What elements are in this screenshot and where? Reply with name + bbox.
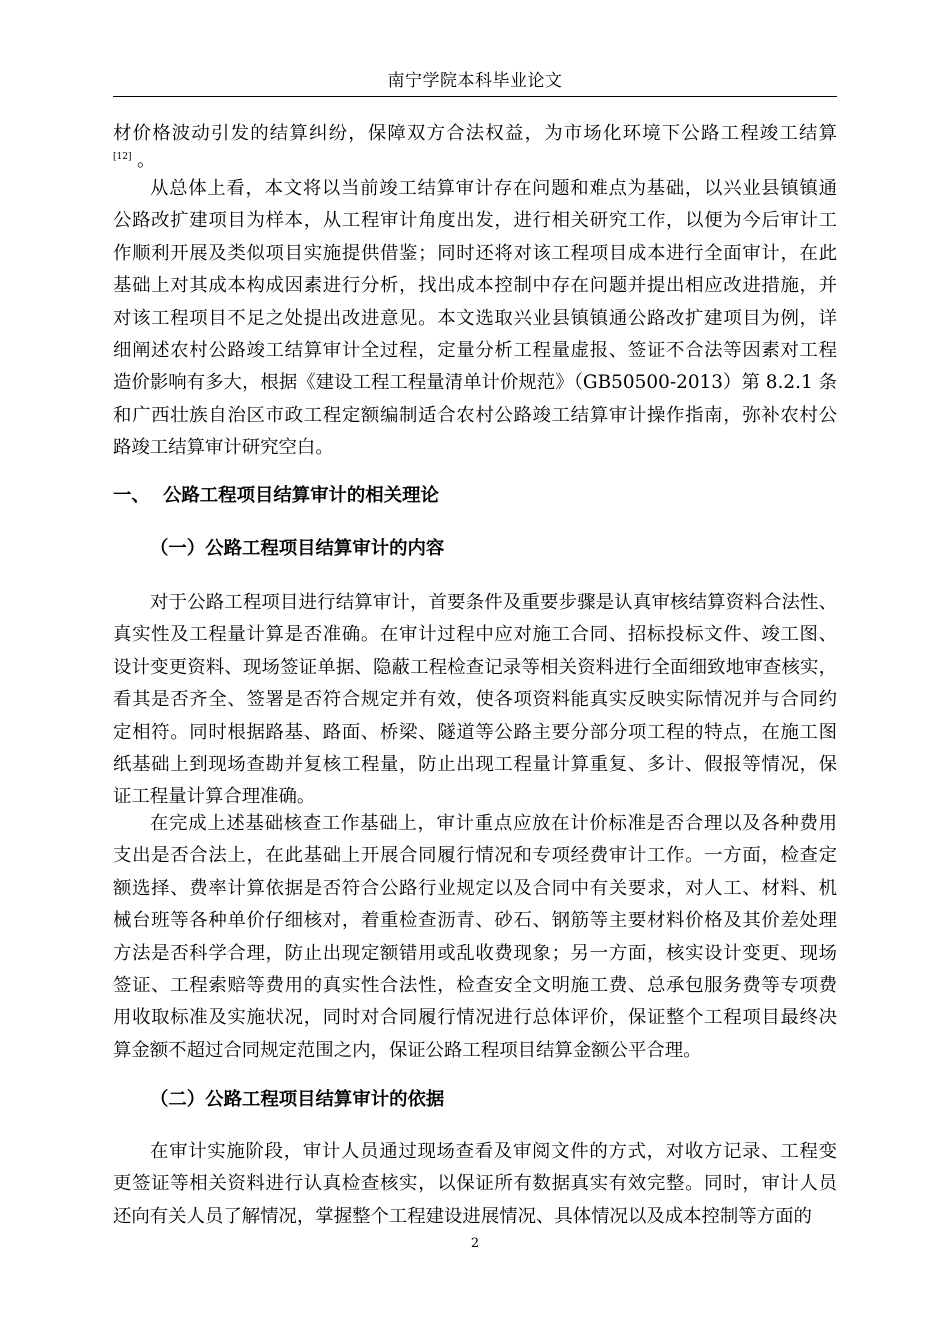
- text-line: 在审计实施阶段，审计人员通过现场查看及审阅文件的方式，对收方记录、工程变: [150, 1141, 838, 1162]
- text-line: 作顺利开展及类似项目实施提供借鉴；同时还将对该工程项目成本进行全面审计，在此: [113, 242, 838, 264]
- text-line: 公路改扩建项目为样本，从工程审计角度出发，进行相关研究工作，以便为今后审计工: [113, 210, 838, 232]
- text-line: 更签证等相关资料进行认真检查核实，以保证所有数据真实有效完整。同时，审计人员: [113, 1173, 838, 1195]
- text-line: 对该工程项目不足之处提出改进意见。本文选取兴业县镇镇通公路改扩建项目为例，详: [113, 307, 838, 329]
- text-line: 材价格波动引发的结算纠纷，保障双方合法权益，为市场化环境下公路工程竣工结算: [113, 123, 839, 144]
- text-line: 械台班等各种单价仔细核对，着重检查沥青、砂石、钢筋等主要材料价格及其价差处理: [113, 910, 838, 932]
- text-line: 从总体上看，本文将以当前竣工结算审计存在问题和难点为基础，以兴业县镇镇通: [150, 178, 838, 199]
- text-line: 对于公路工程项目进行结算审计，首要条件及重要步骤是认真审核结算资料合法性、: [150, 592, 838, 613]
- citation-period: 。: [137, 150, 155, 171]
- text-line: 真实性及工程量计算是否准确。在审计过程中应对施工合同、招标投标文件、竣工图、: [113, 624, 838, 646]
- header-rule: [113, 96, 837, 97]
- text-line: 看其是否齐全、签署是否符合规定并有效，使各项资料能真实反映实际情况并与合同约: [113, 689, 838, 711]
- text-line: 设计变更资料、现场签证单据、隐蔽工程检查记录等相关资料进行全面细致地审查核实，: [113, 656, 838, 678]
- text-line: 造价影响有多大，根据《建设工程工程量清单计价规范》（GB50500-2013）第 8.2.1 条: [113, 372, 838, 394]
- text-line: 在完成上述基础核查工作基础上，审计重点应放在计价标准是否合理以及各种费用: [150, 813, 838, 834]
- text-line: 还向有关人员了解情况，掌握整个工程建设进展情况、具体情况以及成本控制等方面的: [113, 1205, 812, 1227]
- text-line: 用收取标准及实施状况，同时对合同履行情况进行总体评价，保证整个工程项目最终决: [113, 1007, 838, 1029]
- citation-marker: [12]: [113, 152, 132, 162]
- section-number: 一、: [113, 485, 150, 506]
- section-heading-1: [113, 487, 439, 505]
- text-line: 额选择、费率计算依据是否符合公路行业规定以及合同中有关要求，对人工、材料、机: [113, 877, 838, 899]
- subsection-heading-1: （一）公路工程项目结算审计的内容: [150, 538, 445, 559]
- text-line: 和广西壮族自治区市政工程定额编制适合农村公路竣工结算审计操作指南，弥补农村公: [113, 404, 838, 426]
- text-line: 方法是否科学合理，防止出现定额错用或乱收费现象；另一方面，核实设计变更、现场: [113, 942, 838, 964]
- text-line: 签证、工程索赔等费用的真实性合法性，检查安全文明施工费、总承包服务费等专项费: [113, 975, 838, 996]
- text-line: 基础上对其成本构成因素进行分析，找出成本控制中存在问题并提出相应改进措施，并: [113, 275, 838, 297]
- text-line: 支出是否合法上，在此基础上开展合同履行情况和专项经费审计工作。一方面，检查定: [113, 845, 838, 867]
- subsection-heading-2: （二）公路工程项目结算审计的依据: [150, 1089, 445, 1110]
- text-line: 路竣工结算审计研究空白。: [113, 437, 334, 459]
- text-line: 定相符。同时根据路基、路面、桥梁、隧道等公路主要分部分项工程的特点，在施工图: [113, 721, 838, 743]
- page-number: 2: [470, 1236, 480, 1251]
- text-line: 细阐述农村公路竣工结算审计全过程，定量分析工程量虚报、签证不合法等因素对工程: [113, 340, 838, 361]
- page-header-title: 南宁学院本科毕业论文: [387, 71, 563, 91]
- text-line: 证工程量计算合理准确。: [113, 786, 316, 808]
- text-line: 算金额不超过合同规定范围之内，保证公路工程项目结算金额公平合理。: [113, 1039, 702, 1061]
- section-title: 公路工程项目结算审计的相关理论: [163, 485, 439, 506]
- text-line: 纸基础上到现场查勘并复核工程量，防止出现工程量计算重复、多计、假报等情况，保: [113, 754, 838, 775]
